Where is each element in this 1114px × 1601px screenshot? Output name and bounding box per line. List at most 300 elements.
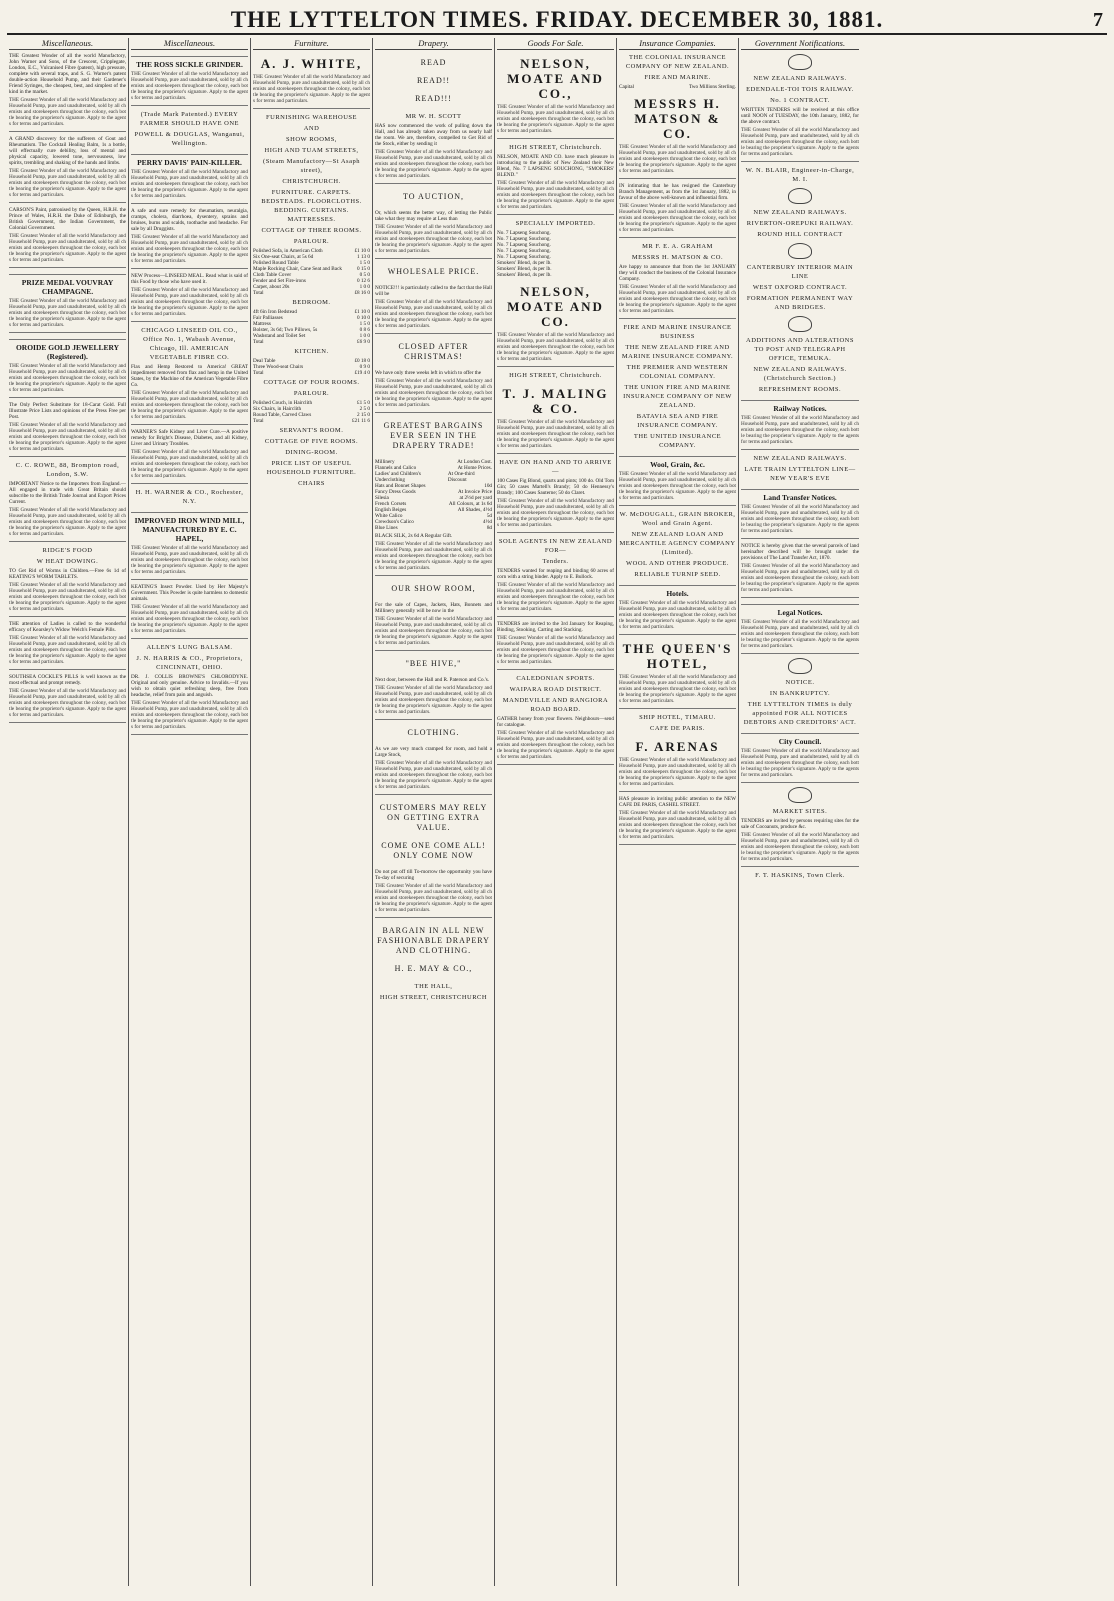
row-label: No. 7 Lapseng Souchong. — [497, 242, 551, 248]
advertisement-heading: SHOW ROOMS, — [286, 136, 337, 143]
row-value: At Invoice Price — [458, 489, 492, 495]
advertisement-heading: F. ARENAS — [635, 739, 720, 754]
advertisement-heading: PARLOUR. — [293, 390, 330, 397]
newspaper-title: THE LYTTELTON TIMES. FRIDAY. DECEMBER 30, 1881. — [230, 7, 884, 32]
body-text: THE Greatest Wonder of all the world Manufactory and Household Pump, pure and unadulterated, sold by all chemists and storekeepers throughout the colony, each bottle bearing the proprietor's signature. Apply to the agents for terms and particulars. — [375, 883, 492, 913]
divider — [741, 866, 859, 867]
row-value: 0 9 0 — [359, 364, 370, 370]
columns-container — [7, 38, 1107, 1586]
row-label: English Beiges — [375, 507, 407, 513]
advertisement-heading: PERRY DAVIS' PAIN-KILLER. — [131, 154, 248, 167]
row-label: Three Wood-seat Chairs — [253, 364, 304, 370]
advertisement-heading: Tenders. — [542, 558, 569, 565]
row-label: Bolster, 3s 6d; Two Pillows, 5s — [253, 327, 318, 333]
divider — [619, 791, 736, 792]
advertisement-heading: SERVANT'S ROOM. — [279, 427, 344, 434]
divider — [131, 268, 248, 269]
column-heading: Miscellaneous. — [131, 38, 248, 50]
advertisement-heading: CHICAGO LINSEED OIL CO., Office No. 1, Wabash Avenue, Chicago, Ill. AMERICAN VEGETABLE FIBRE CO. — [141, 327, 238, 361]
advertisement-text: SOUTHSEA COCKLE'S PILLS is well known as the most effectual and prompt remedy. — [9, 674, 126, 686]
advertisement-heading: RIVERTON-OREPUKI RAILWAY. — [746, 220, 854, 227]
divider — [131, 424, 248, 425]
advertisement-heading: No. 1 CONTRACT. — [770, 97, 830, 104]
advertisement-heading: CHAIRS — [298, 480, 325, 487]
advertisement-heading: MR W. H. SCOTT — [405, 113, 462, 120]
row-label: Total — [253, 290, 264, 296]
row-value: at 2½d per yard — [459, 495, 492, 501]
row-value: £1 10 0 — [354, 248, 370, 254]
advertisement-heading: MARKET SITES. — [772, 808, 828, 815]
body-text: THE Greatest Wonder of all the world Manufactory and Household Pump, pure and unadulterated, sold by all chemists and storekeepers throughout the colony, each bottle bearing the proprietor's signature. Apply to the agents for terms and particulars. — [9, 298, 126, 328]
divider — [497, 214, 614, 215]
divider — [131, 105, 248, 106]
body-text: THE Greatest Wonder of all the world Manufactory and Household Pump, pure and unadulterated, sold by all chemists and storekeepers throughout the colony, each bottle bearing the proprietor's signature. Apply to the agents for terms and particulars. — [497, 635, 614, 665]
advertisement-heading: A. J. WHITE, — [260, 56, 363, 71]
body-text: THE Greatest Wonder of all the world Manufactory and Household Pump, pure and unadulterated, sold by all chemists and storekeepers throughout the colony, each bottle bearing the proprietor's signature. Apply to the agents for terms and particulars. — [619, 810, 736, 840]
advertisement-heading: THE UNION FIRE AND MARINE INSURANCE COMPANY OF NEW ZEALAND. — [623, 384, 732, 409]
divider — [497, 453, 614, 454]
advertisement-heading: HIGH STREET, Christchurch. — [509, 372, 602, 379]
row-label: Polished Couch, in Hairclith — [253, 400, 313, 406]
advertisement-heading: KITCHEN. — [294, 348, 329, 355]
advertisement-heading: NEW ZEALAND RAILWAYS. — [753, 209, 847, 216]
row-value: 2 15 0 — [357, 412, 370, 418]
advertisement-text: THE Greatest Wonder of all the world Manufactory, John Warner and Sons, of the Crescent, Cripplegate, London, E.C., Vulcanised Fibre (patent), high pressure, complete with several traps, and S. G. Warner's patent double-action Household Pump, and their Gardener's Friend Syringes, the cheapest, best, and simplest of the kind in the market. — [9, 53, 126, 95]
advertisement-heading: W HEAT DOWING. — [36, 558, 99, 565]
divider — [497, 138, 614, 139]
advertisement-text: DR. J. COLLIS BROWNE'S CHLORODYNE. Original and only genuine. Advice to Invalids.—If you wish to obtain quiet refreshing sleep, free from headache, relief from pain and anguish. — [131, 674, 248, 698]
advertisement-heading: NEW ZEALAND RAILWAYS. (Christchurch Section.) — [753, 366, 847, 382]
advertisement-heading: CAFE DE PARIS. — [650, 725, 705, 732]
advertisement-text: TENDERS are invited to the 3rd January for Reaping, Binding, Stooking, Carting and Stacking. — [497, 621, 614, 633]
advertisement-heading: J. N. HARRIS & CO., Proprietors, CINCINNATI, OHIO. — [136, 655, 243, 671]
body-text: THE Greatest Wonder of all the world Manufactory and Household Pump, pure and unadulterated, sold by all chemists and storekeepers throughout the colony, each bottle bearing the proprietor's signature. Apply to the agents for terms and particulars. — [375, 149, 492, 179]
row-value: 0 5 0 — [359, 272, 370, 278]
advertisement-text: WRITTEN TENDERS will be received at this office until NOON of TUESDAY, the 10th January, 1882, for the above contract. — [741, 107, 859, 125]
advertisement-heading: OROIDE GOLD JEWELLERY (Registered). — [9, 339, 126, 361]
row-value: All Shades, 4½d — [457, 507, 492, 513]
divider — [9, 267, 126, 268]
row-value: £21 11 6 — [352, 418, 370, 424]
divider — [9, 332, 126, 333]
advertisement-heading: HIGH STREET, Christchurch. — [509, 144, 602, 151]
advertisement-heading: W. McDOUGALL, GRAIN BROKER, Wool and Grain Agent. — [619, 511, 736, 527]
divider — [619, 708, 736, 709]
divider — [375, 333, 492, 334]
row-label: Smokers' Blend, 4s per lb. — [497, 266, 552, 272]
divider — [619, 844, 736, 845]
divider — [9, 616, 126, 617]
body-text: THE Greatest Wonder of all the world Manufactory and Household Pump, pure and unadulterated, sold by all chemists and storekeepers throughout the colony, each bottle bearing the proprietor's signature. Apply to the agents for terms and particulars. — [741, 504, 859, 534]
row-label: Smokers' Blend, 4s per lb. — [497, 260, 552, 266]
row-value: 1 0 0 — [359, 284, 370, 290]
divider — [497, 669, 614, 670]
advertisement-heading: "BEE HIVE," — [405, 659, 462, 668]
body-text: THE Greatest Wonder of all the world Manufactory and Household Pump, pure and unadulterated, sold by all chemists and storekeepers throughout the colony, each bottle bearing the proprietor's signature. Apply to the agents for terms and particulars. — [131, 604, 248, 634]
column — [739, 38, 861, 1586]
coat-of-arms-icon — [788, 787, 812, 803]
advertisement-heading: Railway Notices. — [741, 400, 859, 413]
row-label: French Corsets — [375, 501, 407, 507]
advertisement-heading: EDENDALE-TOI TOIS RAILWAY. — [746, 86, 854, 93]
advertisement-heading: SHIP HOTEL, TIMARU. — [639, 714, 716, 721]
advertisement-text: NEW Process—LINSEED MEAL. Read what is said of this Food by those who have used it. — [131, 273, 248, 285]
advertisement-text: GATHER honey from your flowers. Neighbours—send for catalogue. — [497, 716, 614, 728]
advertisement-heading: Hotels. — [619, 585, 736, 598]
row-label: Silesia — [375, 495, 389, 501]
row-value: 0 12 6 — [357, 278, 370, 284]
advertisement-heading: GREATEST BARGAINS EVER SEEN IN THE DRAPERY TRADE! — [383, 421, 484, 450]
body-text: THE Greatest Wonder of all the world Manufactory and Household Pump, pure and unadulterated, sold by all chemists and storekeepers throughout the colony, each bottle bearing the proprietor's signature. Apply to the agents for terms and particulars. — [131, 71, 248, 101]
advertisement-heading: NOTICE. — [785, 679, 815, 686]
row-label: Total — [253, 339, 264, 345]
row-label: Fancy Dress Goods — [375, 489, 416, 495]
divider — [131, 321, 248, 322]
advertisement-text: The Only Perfect Substitute for 18-Carat Gold. Full Illustrate Price Lists and opinions of the Press Free per Post. — [9, 402, 126, 420]
body-text: THE Greatest Wonder of all the world Manufactory and Household Pump, pure and unadulterated, sold by all chemists and storekeepers throughout the colony, each bottle bearing the proprietor's signature. Apply to the agents for terms and particulars. — [375, 685, 492, 715]
advertisement-heading: NEW ZEALAND RAILWAYS. — [753, 455, 847, 462]
advertisement-heading: RIDGE'S FOOD — [42, 547, 93, 554]
advertisement-heading: ROUND HILL CONTRACT — [757, 231, 843, 238]
divider — [9, 456, 126, 457]
advertisement-text: TO Get Rid of Worms in Children.—Free 6s 1d of KEATING'S WORM TABLETS. — [9, 568, 126, 580]
advertisement-heading: CHRISTCHURCH. — [282, 178, 341, 185]
divider — [131, 483, 248, 484]
row-value: 0 15 0 — [357, 266, 370, 272]
advertisement-heading: MESSRS H. MATSON & CO. — [631, 254, 724, 261]
advertisement-heading: W. N. BLAIR, Engineer-in-Charge, M. I. — [745, 167, 855, 183]
advertisement-heading: IN BANKRUPTCY. — [769, 690, 831, 697]
row-label: 4ft 6in Iron Bedstead — [253, 309, 297, 315]
row-value: 10d — [484, 483, 492, 489]
row-value: 1 5 0 — [359, 260, 370, 266]
advertisement-text: Are happy to announce that from the 1st JANUARY they will conduct the business of the Colonial Insurance Company. — [619, 264, 736, 282]
row-label: Carpet, about 20s — [253, 284, 290, 290]
divider — [9, 722, 126, 723]
advertisement-heading: CLOTHING. — [407, 728, 460, 737]
body-text: THE Greatest Wonder of all the world Manufactory and Household Pump, pure and unadulterated, sold by all chemists and storekeepers throughout the colony, each bottle bearing the proprietor's signature. Apply to the agents for terms and particulars. — [375, 616, 492, 646]
advertisement-heading: FIRE AND MARINE INSURANCE BUSINESS — [623, 324, 732, 340]
row-value: 5d — [486, 513, 492, 519]
advertisement-heading: (Trade Mark Patented.) EVERY FARMER SHOULD HAVE ONE — [139, 111, 240, 127]
body-text: THE Greatest Wonder of all the world Manufactory and Household Pump, pure and unadulterated, sold by all chemists and storekeepers throughout the colony, each bottle bearing the proprietor's signature. Apply to the agents for terms and particulars. — [9, 582, 126, 612]
divider — [619, 178, 736, 179]
body-text: THE Greatest Wonder of all the world Manufactory and Household Pump, pure and unadulterated, sold by all chemists and storekeepers throughout the colony, each bottle bearing the proprietor's signature. Apply to the agents for terms and particulars. — [741, 619, 859, 649]
divider — [131, 579, 248, 580]
advertisement-heading: HAVE ON HAND AND TO ARRIVE— — [499, 459, 612, 475]
advertisement-heading: HIGH AND TUAM STREETS, — [264, 147, 359, 154]
body-text: THE Greatest Wonder of all the world Manufactory and Household Pump, pure and unadulterated, sold by all chemists and storekeepers throughout the colony, each bottle bearing the proprietor's signature. Apply to the agents for terms and particulars. — [741, 832, 859, 862]
body-text: THE Greatest Wonder of all the world Manufactory and Household Pump, pure and unadulterated, sold by all chemists and storekeepers throughout the colony, each bottle bearing the proprietor's signature. Apply to the agents for terms and particulars. — [253, 74, 370, 104]
advertisement-heading: NELSON, MOATE AND CO. — [507, 284, 604, 329]
advertisement-heading: ALLEN'S LUNG BALSAM. — [146, 644, 233, 651]
advertisement-text: 100 Cases Fig Blond, quarts and pints; 100 do. Old Tom Gin; 50 cases Martell's Brandy; 50 do Hennessy's Brandy; 100 Cases Sauterne; 50 do Claret. — [497, 478, 614, 496]
coat-of-arms-icon — [788, 243, 812, 259]
row-label: Capital — [619, 84, 634, 90]
row-value: Two Millions Sterling. — [688, 84, 736, 90]
advertisement-text: A safe and sure remedy for rheumatism, neuralgia, cramps, cholera, diarrhoea, dysentery, sprains and bruises, burns and scalds, toothache and headache. For sale by all Druggists. — [131, 208, 248, 232]
price-row — [253, 339, 370, 345]
advertisement-heading: MANDEVILLE AND RANGIORA ROAD BOARD. — [502, 697, 609, 713]
row-value: £6 9 0 — [357, 339, 370, 345]
advertisement-heading: NEW ZEALAND RAILWAYS. — [753, 75, 847, 82]
row-label: No. 7 Lapseng Souchong. — [497, 254, 551, 260]
divider — [131, 638, 248, 639]
advertisement-heading: PRICE LIST OF USEFUL HOUSEHOLD FURNITURE. — [266, 460, 357, 476]
advertisement-heading: IMPROVED IRON WIND MILL, MANUFACTURED BY E. C. HAPEL, — [131, 512, 248, 543]
advertisement-text: HAS pleasure in inviting public attention to the NEW CAFE DE PARIS, CASHEL STREET. — [619, 796, 736, 808]
body-text: THE Greatest Wonder of all the world Manufactory and Household Pump, pure and unadulterated, sold by all chemists and storekeepers throughout the colony, each bottle bearing the proprietor's signature. Apply to the agents for terms and particulars. — [741, 127, 859, 157]
divider — [9, 397, 126, 398]
body-text: THE Greatest Wonder of all the world Manufactory and Household Pump, pure and unadulterated, sold by all chemists and storekeepers throughout the colony, each bottle bearing the proprietor's signature. Apply to the agents for terms and particulars. — [619, 144, 736, 174]
advertisement-heading: FURNISHING WAREHOUSE — [266, 114, 357, 121]
price-row — [253, 418, 370, 424]
divider — [619, 634, 736, 635]
row-label: Polished Sofa, in American Cloth — [253, 248, 323, 254]
divider — [375, 412, 492, 413]
divider — [741, 161, 859, 162]
row-label: Washstand and Toilet Set — [253, 333, 306, 339]
row-label: Mattress — [253, 321, 271, 327]
row-label: Six Chairs, in Hairclith — [253, 406, 302, 412]
body-text: THE Greatest Wonder of all the world Manufactory and Household Pump, pure and unadulterated, sold by all chemists and storekeepers throughout the colony, each bottle bearing the proprietor's signature. Apply to the agents for terms and particulars. — [131, 169, 248, 199]
advertisement-heading: POWELL & DOUGLAS, Wanganui, Wellington. — [134, 131, 245, 147]
advertisement-text: HAS now commenced the work of pulling down the Hall, and has already taken away from us nearly half the room. We are, therefore, compelled to Get Rid of the Stock, either by sending it — [375, 123, 492, 147]
advertisement-heading: NEW ZEALAND LOAN AND MERCANTILE AGENCY COMPANY (Limited). — [619, 531, 736, 556]
row-label: White Calico — [375, 513, 403, 519]
row-value: £8 16 0 — [354, 290, 370, 296]
row-label: Smokers' Blend, 4s per lb. — [497, 272, 552, 278]
advertisement-heading: WAIPARA ROAD DISTRICT. — [509, 686, 602, 693]
divider — [131, 203, 248, 204]
row-value: At One-third Discount — [447, 471, 475, 483]
divider — [497, 616, 614, 617]
divider — [9, 541, 126, 542]
body-text: THE Greatest Wonder of all the world Manufactory and Household Pump, pure and unadulterated, sold by all chemists and storekeepers throughout the colony, each bottle bearing the proprietor's signature. Apply to the agents for terms and particulars. — [619, 284, 736, 314]
body-text: THE Greatest Wonder of all the world Manufactory and Household Pump, pure and unadulterated, sold by all chemists and storekeepers throughout the colony, each bottle bearing the proprietor's signature. Apply to the agents for terms and particulars. — [375, 760, 492, 790]
advertisement-heading: City Council. — [741, 733, 859, 746]
advertisement-text: CARSON'S Paint, patronised by the Queen, H.R.H. the Prince of Wales, H.R.H. the Duke of Edinburgh, the British Government, the Indian Government, the Colonial Government. — [9, 207, 126, 231]
row-value: At Home Prices. — [457, 465, 492, 471]
advertisement-text: As we are very much cramped for room, and hold a Large Stock, — [375, 746, 492, 758]
price-row — [375, 525, 492, 531]
advertisement-heading: (Steam Manufactory—St Asaph street), — [263, 158, 360, 174]
row-label: Maple Rocking Chair, Cane Seat and Back — [253, 266, 342, 272]
advertisement-text: NELSON, MOATE AND CO. have much pleasure in introducing to the public of New Zealand their New Blend, No. 7 LAPSENG SOUCHONG, "SMOKERS' BLEND." — [497, 154, 614, 178]
advertisement-heading: Land Transfer Notices. — [741, 489, 859, 502]
column — [373, 38, 495, 1586]
advertisement-heading: BEDROOM. — [292, 299, 331, 306]
body-text: THE Greatest Wonder of all the world Manufactory and Household Pump, pure and unadulterated, sold by all chemists and storekeepers throughout the colony, each bottle bearing the proprietor's signature. Apply to the agents for terms and particulars. — [497, 104, 614, 134]
advertisement-heading: CALEDONIAN SPORTS. — [516, 675, 595, 682]
advertisement-heading: READ — [420, 58, 447, 67]
column-heading: Insurance Companies. — [619, 38, 736, 50]
row-label: Fair Palliasses — [253, 315, 283, 321]
body-text: THE Greatest Wonder of all the world Manufactory and Household Pump, pure and unadulterated, sold by all chemists and storekeepers throughout the colony, each bottle bearing the proprietor's signature. Apply to the agents for terms and particulars. — [131, 545, 248, 575]
price-row — [253, 370, 370, 376]
row-value: 1 5 0 — [359, 321, 370, 327]
body-text: THE Greatest Wonder of all the world Manufactory and Household Pump, pure and unadulterated, sold by all chemists and storekeepers throughout the colony, each bottle bearing the proprietor's signature. Apply to the agents for terms and particulars. — [741, 415, 859, 445]
row-value: All Colours, at 1s 6d — [448, 501, 492, 507]
row-label: Cloth Table Cover — [253, 272, 292, 278]
advertisement-text: IMPORTANT Notice to the Importers from England.—All engaged in trade with Great Britain should subscribe to the British Trade Journal and Export Prices Current. — [9, 481, 126, 505]
body-text: THE Greatest Wonder of all the world Manufactory and Household Pump, pure and unadulterated, sold by all chemists and storekeepers throughout the colony, each bottle bearing the proprietor's signature. Apply to the agents for terms and particulars. — [131, 234, 248, 264]
price-row — [619, 84, 736, 90]
advertisement-heading: WHOLESALE PRICE. — [387, 267, 480, 276]
body-text: THE Greatest Wonder of all the world Manufactory and Household Pump, pure and unadulterated, sold by all chemists and storekeepers throughout the colony, each bottle bearing the proprietor's signature. Apply to the agents for terms and particulars. — [497, 582, 614, 612]
advertisement-text: TENDERS are invited by persons requiring sites for the sale of Cocoanuts, produce &c. — [741, 818, 859, 830]
advertisement-heading: HIGH STREET, CHRISTCHURCH — [379, 994, 488, 1001]
advertisement-heading: COTTAGE OF FOUR ROOMS. — [263, 379, 360, 386]
row-value: 1 13 0 — [357, 254, 370, 260]
row-label: Polished Round Table — [253, 260, 299, 266]
price-row — [375, 471, 492, 483]
advertisement-heading: CLOSED AFTER CHRISTMAS! — [398, 342, 469, 361]
row-label: Total — [253, 418, 264, 424]
body-text: THE Greatest Wonder of all the world Manufactory and Household Pump, pure and unadulterated, sold by all chemists and storekeepers throughout the colony, each bottle bearing the proprietor's signature. Apply to the agents for terms and particulars. — [619, 203, 736, 233]
advertisement-heading: TO AUCTION, — [402, 192, 465, 201]
divider — [497, 532, 614, 533]
advertisement-heading: THE HALL, — [414, 983, 453, 990]
advertisement-text: TENDERS wanted for reaping and binding 60 acres of corn with a string binder. Apply to E. Bullock. — [497, 568, 614, 580]
advertisement-heading: READ!! — [416, 76, 451, 85]
advertisement-text: KEATING'S Insect Powder. Used by Her Majesty's Government. This Powder is quite harmless to domestic animals. — [131, 584, 248, 602]
row-value: 1 0 0 — [359, 333, 370, 339]
column — [129, 38, 251, 1586]
advertisement-text: For the sale of Capes, Jackets, Hats, Bonnets and Millinery generally will be now in the — [375, 602, 492, 614]
row-value: 2 5 0 — [359, 406, 370, 412]
body-text: THE Greatest Wonder of all the world Manufactory and Household Pump, pure and unadulterated, sold by all chemists and storekeepers throughout the colony, each bottle bearing the proprietor's signature. Apply to the agents for terms and particulars. — [9, 233, 126, 263]
advertisement-heading: READ!!! — [415, 94, 452, 103]
page-number: 7 — [1093, 9, 1103, 31]
advertisement-text: IN intimating that he has resigned the Canterbury Branch Management, as from the 1st January, 1882, in favour of the above well-known and influential firm. — [619, 183, 736, 201]
row-label: Deal Table — [253, 358, 276, 364]
advertisement-text: Do not put off till To-morrow the opportunity you have To-day of securing — [375, 869, 492, 881]
divider — [131, 734, 248, 735]
advertisement-heading: PARLOUR. — [293, 238, 330, 245]
body-text: THE Greatest Wonder of all the world Manufactory and Household Pump, pure and unadulterated, sold by all chemists and storekeepers throughout the colony, each bottle bearing the proprietor's signature. Apply to the agents for terms and particulars. — [9, 422, 126, 452]
column — [7, 38, 129, 1586]
divider — [619, 237, 736, 238]
advertisement-heading: FIRE AND MARINE. — [644, 74, 711, 81]
advertisement-text: A GRAND discovery for the sufferers of Gout and Rheumatism. The Cocktail Healing Balm, 1s a bottle, will effectually cure debility, loss of mental and physical capacity, lowered tone, nervousness, low spirits, trembling and shaking of the hands and limbs. — [9, 136, 126, 166]
row-value: 8d — [486, 525, 492, 531]
advertisement-heading: H. E. MAY & CO., — [394, 964, 473, 973]
advertisement-heading: REFRESHMENT ROOMS. — [758, 386, 842, 393]
advertisement-heading: H. H. WARNER & CO., Rochester, N.Y. — [135, 489, 244, 505]
divider — [741, 653, 859, 654]
advertisement-heading: THE PREMIER AND WESTERN COLONIAL COMPANY. — [626, 364, 729, 380]
row-value: 0 8 6 — [359, 327, 370, 333]
divider — [9, 202, 126, 203]
row-label: Ladies' and Children's Underclothing — [375, 471, 421, 483]
advertisement-heading: LATE TRAIN LYTTELTON LINE—NEW YEAR'S EVE — [744, 466, 856, 482]
price-row — [497, 272, 614, 278]
body-text: THE Greatest Wonder of all the world Manufactory and Household Pump, pure and unadulterated, sold by all chemists and storekeepers throughout the colony, each bottle bearing the proprietor's signature. Apply to the agents for terms and particulars. — [9, 168, 126, 198]
column — [251, 38, 373, 1586]
price-row — [253, 290, 370, 296]
advertisement-heading: FURNITURE. CARPETS. BEDSTEADS. FLOORCLOTHS. BEDDING. CURTAINS. MATTRESSES. — [261, 189, 362, 223]
body-text: THE Greatest Wonder of all the world Manufactory and Household Pump, pure and unadulterated, sold by all chemists and storekeepers throughout the colony, each bottle bearing the proprietor's signature. Apply to the agents for terms and particulars. — [375, 299, 492, 329]
advertisement-heading: THE NEW ZEALAND FIRE AND MARINE INSURANCE COMPANY. — [621, 344, 734, 360]
divider — [375, 719, 492, 720]
column-heading: Goods For Sale. — [497, 38, 614, 50]
advertisement-text: Or, which seems the better way, of letting the Public take what they may require at Less than — [375, 210, 492, 222]
divider — [741, 449, 859, 450]
row-value: 0 10 0 — [357, 315, 370, 321]
row-label: Six One-seat Chairs, at 5s 6d — [253, 254, 314, 260]
advertisement-text: NOTICE is hereby given that the several parcels of land hereinafter described will be brought under the provisions of The Land Transfer Act, 1870. — [741, 543, 859, 561]
body-text: THE Greatest Wonder of all the world Manufactory and Household Pump, pure and unadulterated, sold by all chemists and storekeepers throughout the colony, each bottle bearing the proprietor's signature. Apply to the agents for terms and particulars. — [741, 748, 859, 778]
divider — [497, 764, 614, 765]
body-text: THE Greatest Wonder of all the world Manufactory and Household Pump, pure and unadulterated, sold by all chemists and storekeepers throughout the colony, each bottle bearing the proprietor's signature. Apply to the agents for terms and particulars. — [619, 757, 736, 787]
advertisement-heading: COTTAGE OF THREE ROOMS. — [261, 227, 362, 234]
advertisement-heading: ADDITIONS AND ALTERATIONS TO POST AND TELEGRAPH OFFICE, TEMUKA. — [746, 337, 854, 362]
body-text: THE Greatest Wonder of all the world Manufactory and Household Pump, pure and unadulterated, sold by all chemists and storekeepers throughout the colony, each bottle bearing the proprietor's signature. Apply to the agents for terms and particulars. — [9, 507, 126, 537]
advertisement-heading: OUR SHOW ROOM, — [391, 584, 476, 593]
divider — [375, 917, 492, 918]
column-heading: Drapery. — [375, 38, 492, 50]
divider — [375, 794, 492, 795]
divider — [619, 318, 736, 319]
coat-of-arms-icon — [788, 54, 812, 70]
advertisement-text: We have only three weeks left in which to offer the — [375, 370, 482, 376]
row-label: Hats and Bonnet Shapes — [375, 483, 426, 489]
divider — [619, 505, 736, 506]
body-text: THE Greatest Wonder of all the world Manufactory and Household Pump, pure and unadulterated, sold by all chemists and storekeepers throughout the colony, each bottle bearing the proprietor's signature. Apply to the agents for terms and particulars. — [497, 498, 614, 528]
advertisement-heading: SPECIALLY IMPORTED. — [515, 220, 596, 227]
row-label: Total — [253, 370, 264, 376]
advertisement-heading: COTTAGE OF FIVE ROOMS. — [264, 438, 359, 445]
column-heading: Furniture. — [253, 38, 370, 50]
body-text: THE Greatest Wonder of all the world Manufactory and Household Pump, pure and unadulterated, sold by all chemists and storekeepers throughout the colony, each bottle bearing the proprietor's signature. Apply to the agents for terms and particulars. — [375, 378, 492, 408]
column-heading: Government Notifications. — [741, 38, 859, 50]
divider — [497, 366, 614, 367]
advertisement-heading: CUSTOMERS MAY RELY ON GETTING EXTRA VALUE. — [379, 803, 488, 832]
advertisement-heading: FORMATION PERMANENT WAY AND BRIDGES. — [746, 295, 854, 311]
row-label: No. 7 Lapseng Souchong. — [497, 248, 551, 254]
row-label: Flannels and Calico — [375, 465, 417, 471]
advertisement-heading: THE ROSS SICKLE GRINDER. — [131, 56, 248, 69]
advertisement-heading: NELSON, MOATE AND CO., — [507, 56, 604, 101]
divider — [9, 669, 126, 670]
divider — [375, 575, 492, 576]
advertisement-heading: RELIABLE TURNIP SEED. — [634, 571, 721, 578]
row-label: No. 7 Lapseng Souchong. — [497, 236, 551, 242]
row-label: Crewdson's Calico — [375, 519, 414, 525]
body-text: THE Greatest Wonder of all the world Manufactory and Household Pump, pure and unadulterated, sold by all chemists and storekeepers throughout the colony, each bottle bearing the proprietor's signature. Apply to the agents for terms and particulars. — [131, 287, 248, 317]
coat-of-arms-icon — [788, 316, 812, 332]
advertisement-heading: PRIZE MEDAL VOUVRAY CHAMPAGNE. — [9, 274, 126, 296]
advertisement-heading: BARGAIN IN ALL NEW FASHIONABLE DRAPERY AND CLOTHING. — [377, 926, 490, 955]
advertisement-heading: Legal Notices. — [741, 604, 859, 617]
body-text: THE Greatest Wonder of all the world Manufactory and Household Pump, pure and unadulterated, sold by all chemists and storekeepers throughout the colony, each bottle bearing the proprietor's signature. Apply to the agents for terms and particulars. — [375, 541, 492, 571]
advertisement-heading: THE QUEEN'S HOTEL, — [622, 641, 733, 671]
body-text: THE Greatest Wonder of all the world Manufactory and Household Pump, pure and unadulterated, sold by all chemists and storekeepers throughout the colony, each bottle bearing the proprietor's signature. Apply to the agents for terms and particulars. — [497, 180, 614, 210]
coat-of-arms-icon — [788, 658, 812, 674]
row-value: £19 4 0 — [354, 370, 370, 376]
column-heading: Miscellaneous. — [9, 38, 126, 50]
divider — [375, 183, 492, 184]
advertisement-heading: MESSRS H. MATSON & CO. — [634, 96, 721, 141]
body-text: THE Greatest Wonder of all the world Manufactory and Household Pump, pure and unadulterated, sold by all chemists and storekeepers throughout the colony, each bottle bearing the proprietor's signature. Apply to the agents for terms and particulars. — [619, 600, 736, 630]
body-text: THE Greatest Wonder of all the world Manufactory and Household Pump, pure and unadulterated, sold by all chemists and storekeepers throughout the colony, each bottle bearing the proprietor's signature. Apply to the agents for terms and particulars. — [9, 688, 126, 718]
divider — [741, 782, 859, 783]
body-text: THE Greatest Wonder of all the world Manufactory and Household Pump, pure and unadulterated, sold by all chemists and storekeepers throughout the colony, each bottle bearing the proprietor's signature. Apply to the agents for terms and particulars. — [741, 563, 859, 593]
advertisement-heading: T. J. MALING & CO. — [502, 386, 609, 416]
body-text: THE Greatest Wonder of all the world Manufactory and Household Pump, pure and unadulterated, sold by all chemists and storekeepers throughout the colony, each bottle bearing the proprietor's signature. Apply to the agents for terms and particulars. — [375, 224, 492, 254]
divider — [375, 650, 492, 651]
